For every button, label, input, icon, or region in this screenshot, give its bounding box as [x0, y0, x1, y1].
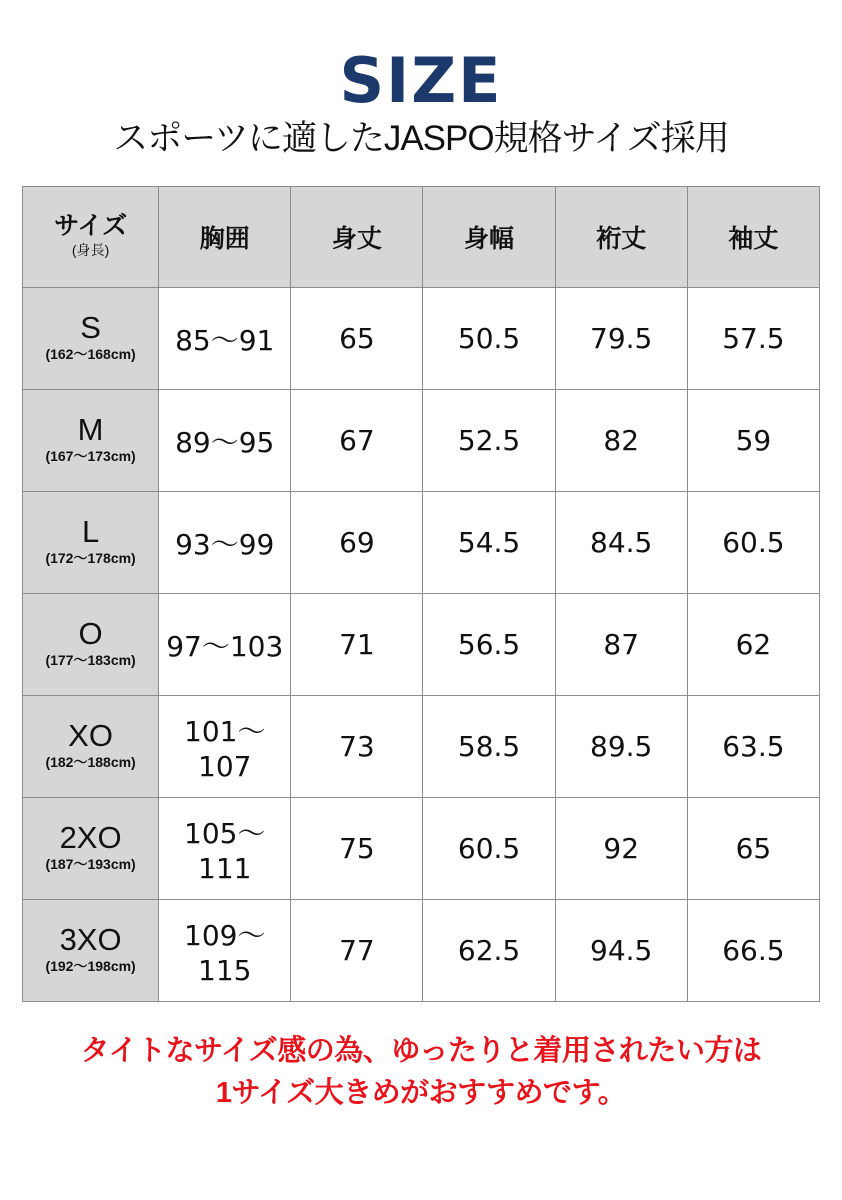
- row-size-cell: [23, 594, 159, 696]
- row-sleeve-value: 60.5: [687, 492, 819, 594]
- table-row: [23, 798, 820, 900]
- row-size-height: (167〜173cm): [45, 448, 136, 465]
- row-size-name: 2XO: [59, 819, 122, 855]
- column-header-width: [423, 187, 555, 288]
- table-row: [23, 594, 820, 696]
- column-header-size-label: サイズ: [54, 212, 128, 241]
- row-sleeve-value: 62: [687, 594, 819, 696]
- column-header-sleeve-total-label: 裄丈: [596, 225, 647, 253]
- column-header-length-label: 身丈: [331, 225, 382, 253]
- column-header-width-label: 身幅: [464, 225, 515, 253]
- row-sleeve-total-value: 94.5: [555, 900, 687, 1002]
- row-sleeve-total-value: 79.5: [555, 288, 687, 390]
- row-size-name: 3XO: [59, 921, 122, 957]
- row-size-cell: [23, 492, 159, 594]
- row-chest-value: 105〜111: [159, 798, 291, 900]
- size-note-line-2: 1サイズ大きめがおすすめです。: [215, 1077, 627, 1110]
- row-sleeve-value: 63.5: [687, 696, 819, 798]
- row-sleeve-total-value: 92: [555, 798, 687, 900]
- row-length-value: 77: [291, 900, 423, 1002]
- page-subtitle: スポーツに適したJASPO規格サイズ採用: [113, 119, 729, 158]
- page-title: SIZE: [339, 44, 503, 117]
- row-size-name: L: [81, 513, 100, 549]
- row-width-value: 62.5: [423, 900, 555, 1002]
- row-chest-value: 97〜103: [159, 594, 291, 696]
- row-sleeve-total-value: 87: [555, 594, 687, 696]
- table-row: [23, 900, 820, 1002]
- row-length-value: 69: [291, 492, 423, 594]
- column-header-sleeve: [687, 187, 819, 288]
- row-sleeve-value: 59: [687, 390, 819, 492]
- row-size-height: (182〜188cm): [45, 754, 136, 771]
- column-header-length: [291, 187, 423, 288]
- row-width-value: 60.5: [423, 798, 555, 900]
- row-size-height: (162〜168cm): [45, 346, 136, 363]
- row-chest-value: 89〜95: [159, 390, 291, 492]
- row-length-value: 75: [291, 798, 423, 900]
- row-size-name: M: [77, 411, 104, 447]
- row-size-name: S: [80, 309, 101, 345]
- row-width-value: 52.5: [423, 390, 555, 492]
- row-chest-value: 101〜107: [159, 696, 291, 798]
- size-note: [22, 1030, 820, 1114]
- row-width-value: 56.5: [423, 594, 555, 696]
- row-size-name: XO: [68, 717, 113, 753]
- row-sleeve-total-value: 82: [555, 390, 687, 492]
- row-size-cell: [23, 798, 159, 900]
- row-sleeve-total-value: 89.5: [555, 696, 687, 798]
- row-size-cell: [23, 288, 159, 390]
- header-row: [23, 187, 820, 288]
- row-width-value: 50.5: [423, 288, 555, 390]
- row-length-value: 73: [291, 696, 423, 798]
- row-width-value: 54.5: [423, 492, 555, 594]
- row-size-name: O: [78, 615, 103, 651]
- column-header-sleeve-total: [555, 187, 687, 288]
- column-header-chest-label: 胸囲: [199, 225, 250, 253]
- row-sleeve-total-value: 84.5: [555, 492, 687, 594]
- table-row: [23, 288, 820, 390]
- row-sleeve-value: 66.5: [687, 900, 819, 1002]
- row-chest-value: 109〜115: [159, 900, 291, 1002]
- table-row: [23, 492, 820, 594]
- table-row: [23, 696, 820, 798]
- row-width-value: 58.5: [423, 696, 555, 798]
- row-length-value: 67: [291, 390, 423, 492]
- row-chest-value: 85〜91: [159, 288, 291, 390]
- row-sleeve-value: 65: [687, 798, 819, 900]
- column-header-sleeve-label: 袖丈: [728, 225, 779, 253]
- row-size-height: (177〜183cm): [45, 652, 136, 669]
- row-size-cell: [23, 696, 159, 798]
- column-header-size-note: (身長): [71, 241, 110, 258]
- row-sleeve-value: 57.5: [687, 288, 819, 390]
- size-note-line-1: タイトなサイズ感の為、ゆったりと着用されたい方は: [80, 1035, 762, 1067]
- row-size-height: (187〜193cm): [45, 856, 136, 873]
- row-size-height: (172〜178cm): [45, 550, 136, 567]
- size-table: [22, 186, 820, 1002]
- row-length-value: 71: [291, 594, 423, 696]
- column-header-size: [23, 187, 159, 288]
- column-header-chest: [159, 187, 291, 288]
- table-body: [23, 288, 820, 1002]
- row-size-cell: [23, 390, 159, 492]
- row-chest-value: 93〜99: [159, 492, 291, 594]
- table-header: [23, 187, 820, 288]
- row-size-cell: [23, 900, 159, 1002]
- row-size-height: (192〜198cm): [45, 958, 136, 975]
- table-row: [23, 390, 820, 492]
- row-length-value: 65: [291, 288, 423, 390]
